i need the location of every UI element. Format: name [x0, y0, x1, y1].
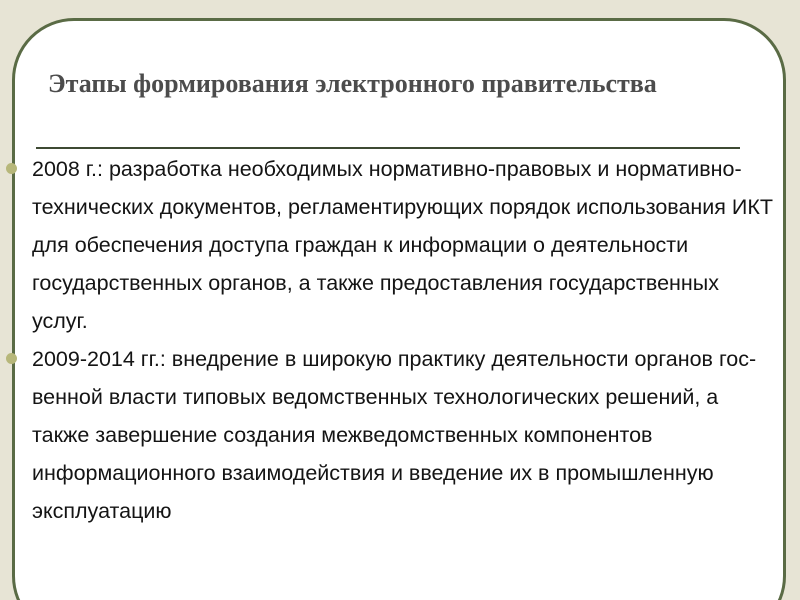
- bullet-dot-icon: [6, 163, 17, 174]
- bullet-text: 2008 г.: разработка необходимых нормативно-правовых и нормативно-технических документов, регламентирующих порядок использования ИКТ для обеспечения доступа граждан к информации о деятельности государственных органов, а также предоставления государственных услуг.: [32, 157, 774, 333]
- slide-title: Этапы формирования электронного правительства: [48, 69, 657, 98]
- bullet-text: 2009-2014 гг.: внедрение в широкую практику деятельности органов гос-венной власти типовых ведомственных технологических решений, а также завершение создания межведомственных компонентов информационного взаимодействия и введение их в промышленную эксплуатацию: [32, 347, 757, 523]
- bullet-list: [0, 150, 800, 530]
- bullet-item-2008: [0, 150, 800, 340]
- bullet-item-2009-2014: [0, 340, 800, 530]
- bullet-dot-icon: [6, 353, 17, 364]
- title-underline: [36, 147, 740, 149]
